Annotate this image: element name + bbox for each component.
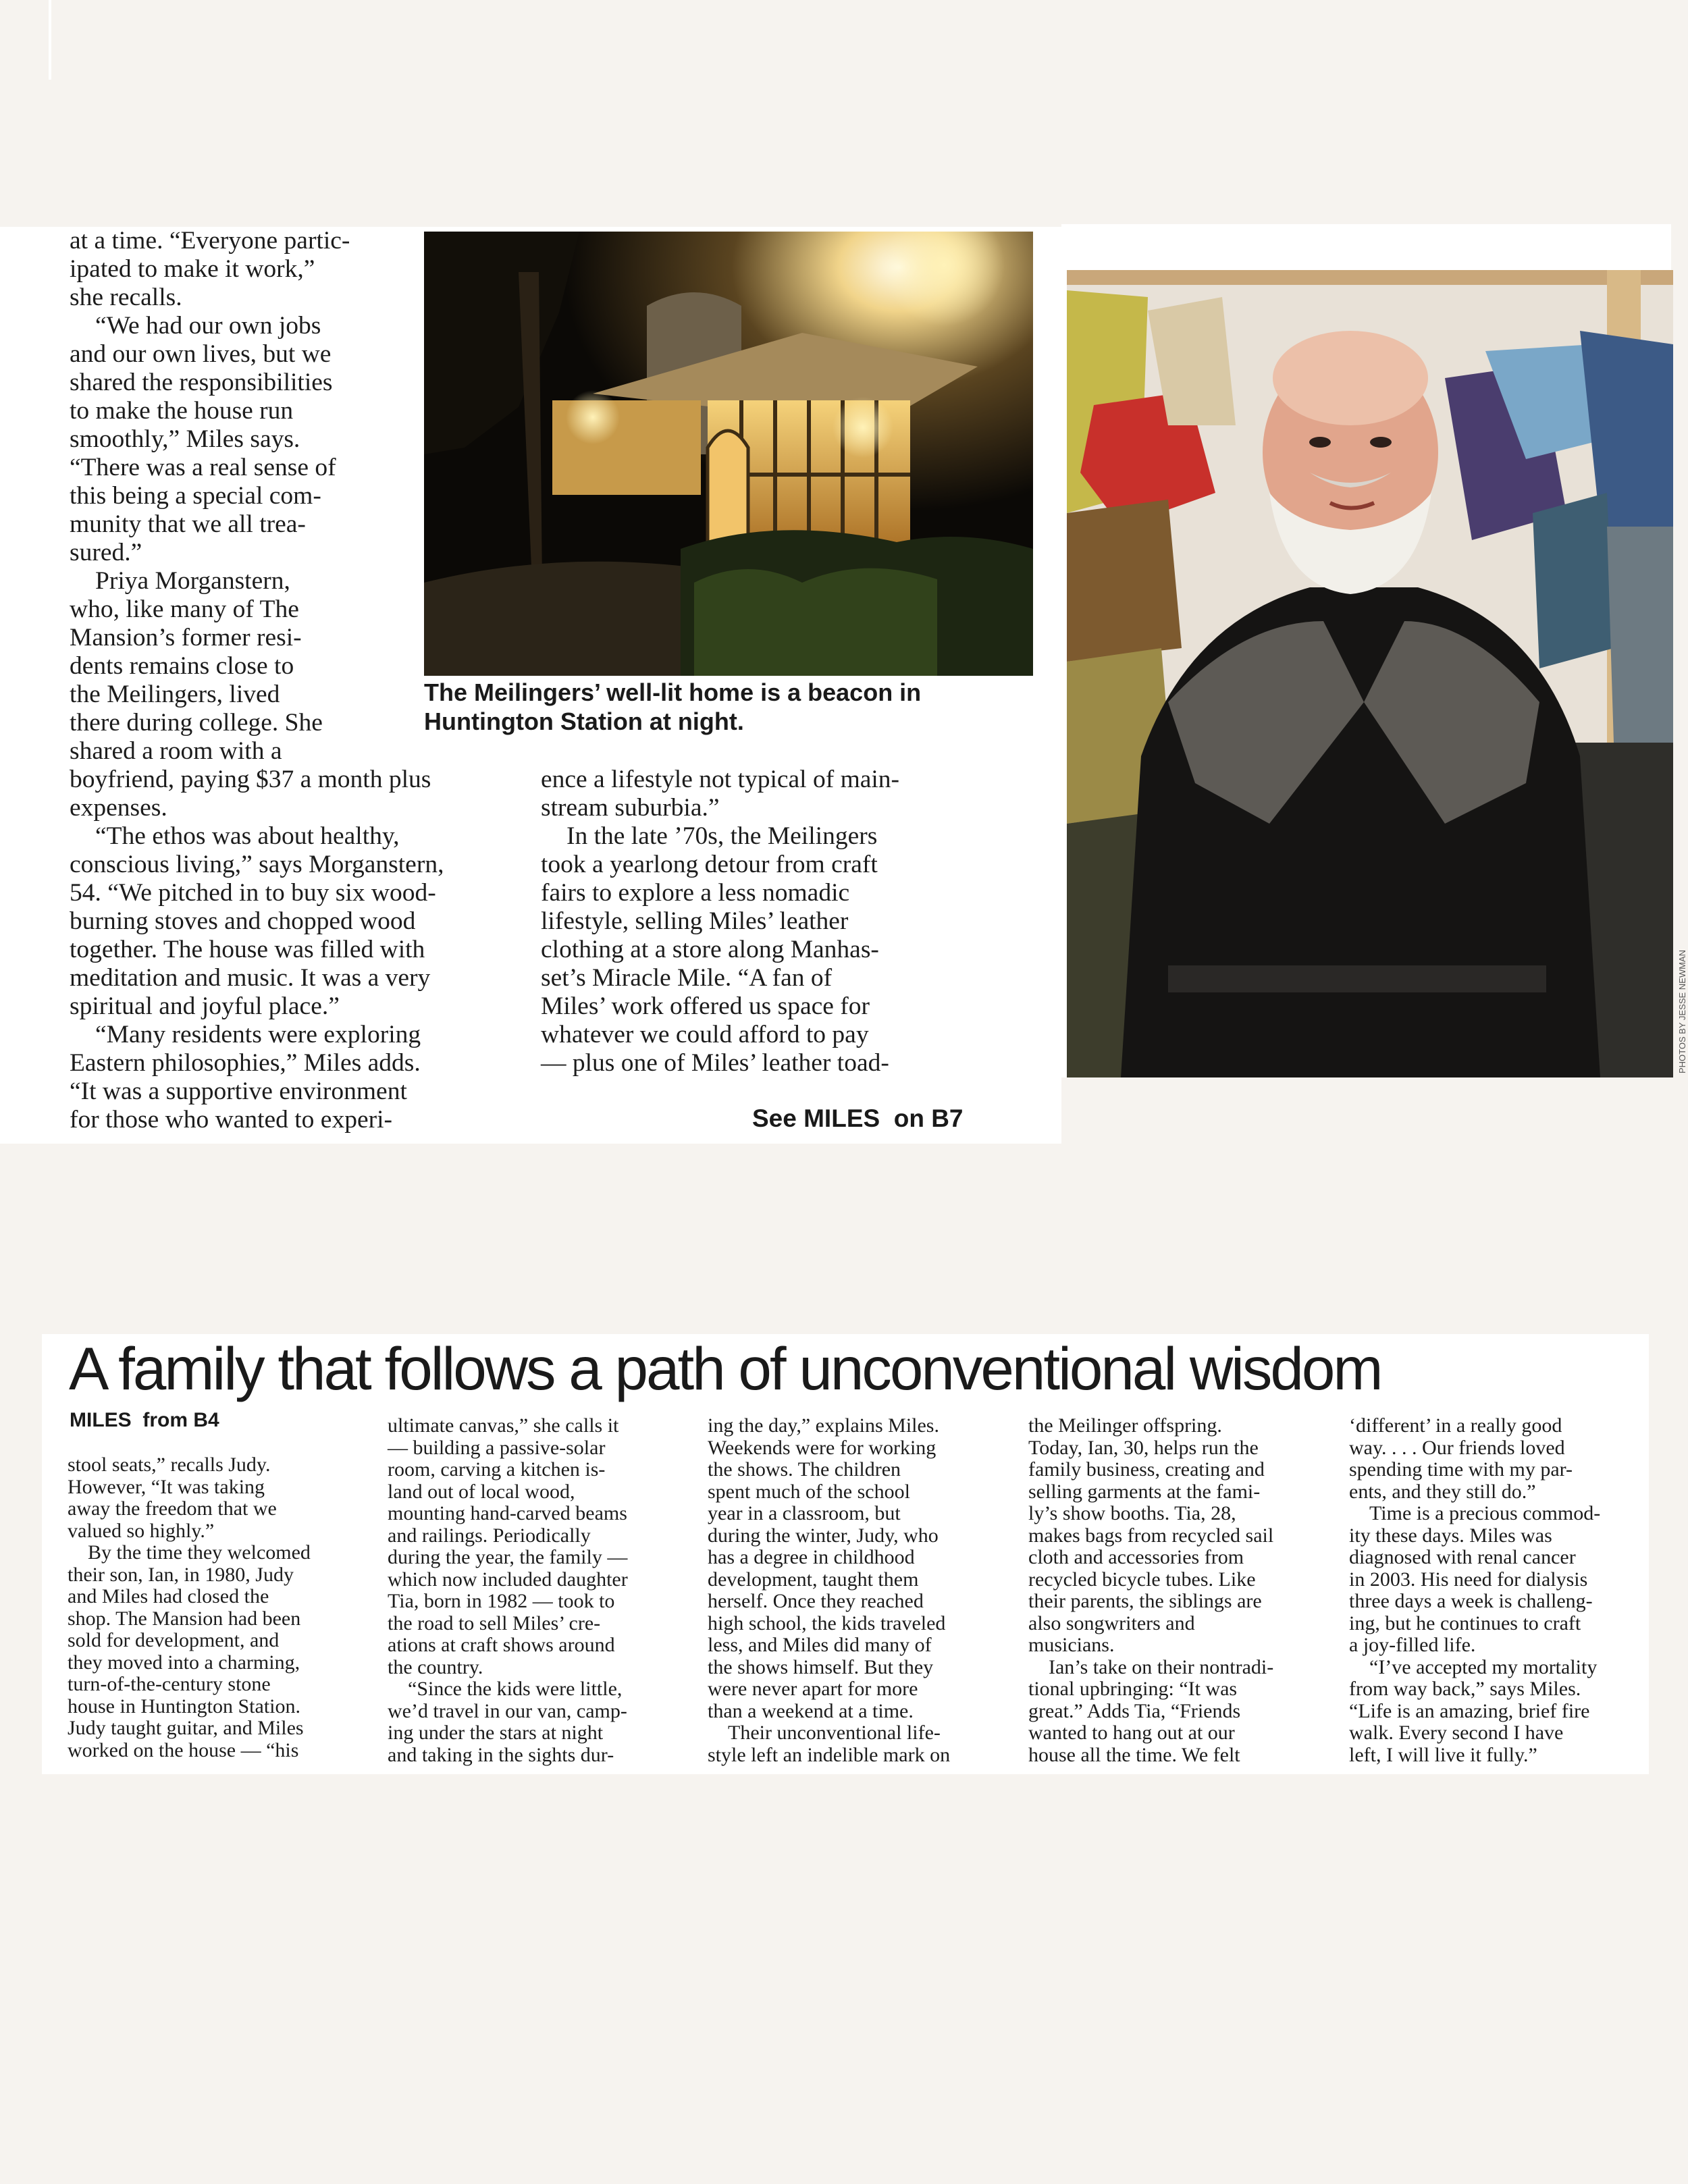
paragraph: Their unconventional life- style left an indelible mark on (708, 1722, 951, 1766)
paragraph: Priya Morganstern, who, like many of The Mansion’s former resi- dents remains close to the Meilingers, lived there during college. She shared a room with a boyfriend, paying $37 a month plus expenses. (70, 567, 431, 822)
house-night-photo (424, 232, 1033, 676)
jump-from-line: MILES from B4 (70, 1409, 219, 1431)
paragraph: “We had our own jobs and our own lives, but we shared the responsibilities to make the house run smoothly,” Miles says. “There was a real sense of this being a special com- munity that we all trea- sured.” (70, 312, 336, 566)
paragraph: “Since the kids were little, we’d travel in our van, camp- ing under the stars at night and taking in the sights dur- (388, 1678, 627, 1766)
photo-caption: The Meilingers’ well-lit home is a beacon in Huntington Station at night. (424, 678, 922, 735)
paragraph: Ian’s take on their nontradi- tional upbringing: “It was great.” Adds Tia, “Friends wanted to hang out at our house all the time. We felt (1028, 1655, 1274, 1766)
bottom-column-1 (68, 1454, 365, 1761)
paragraph: In the late ’70s, the Meilingers took a yearlong detour from craft fairs to explore a less nomadic lifestyle, selling Miles’ leather clothing at a store along Manhas- set’s Miracle Mile. “A fan of Miles’ work offered us space for whatever we could afford to pay — plus one of Miles’ leather toad- (541, 822, 889, 1077)
paragraph: “I’ve accepted my mortality from way back,” says Miles. “Life is an amazing, brief fire walk. Every second I have left, I will live it fully.” (1349, 1655, 1598, 1766)
bottom-column-5 (1349, 1415, 1646, 1766)
miles-portrait-illustration (1067, 270, 1673, 1077)
photo-credit: PHOTOS BY JESSE NEWMAN (1677, 949, 1687, 1073)
scan-edge-mark (49, 0, 51, 80)
paragraph: at a time. “Everyone partic- ipated to make it work,” she recalls. (70, 227, 350, 311)
headline: A family that follows a path of unconventional wisdom (69, 1335, 1381, 1402)
paragraph: ing the day,” explains Miles. Weekends were for working the shows. The children spent much of the school year in a classroom, but during the winter, Judy, who has a degree in childhood development, taught them herself. Once they reached high school, the kids traveled less, and Miles did many of the shows himself. But they were never apart for more than a weekend at a time. (708, 1414, 946, 1722)
paragraph: the Meilinger offspring. Today, Ian, 30, helps run the family business, creating and selling garments at the fami- ly’s show booths. Tia, 28, makes bags from recycled sail cloth and accessories from recycled bicycle tubes. Like their parents, the siblings are also songwriters and musicians. (1028, 1414, 1274, 1656)
paragraph: By the time they welcomed their son, Ian, in 1980, Judy and Miles had closed the shop. The Mansion had been sold for development, and they moved into a charming, turn-of-the-century stone house in Huntington Station. Judy taught guitar, and Miles worked on the house — “his (68, 1541, 311, 1761)
bottom-column-3 (708, 1415, 1005, 1766)
bottom-column-4 (1028, 1415, 1325, 1766)
paragraph: ultimate canvas,” she calls it — building a passive-solar room, carving a kitchen is- land out of local wood, mounting hand-carved beams and railings. Periodically during the year, the family — which now included daughter Tia, born in 1982 — took to the road to sell Miles’ cre- ations at craft shows around the country. (388, 1414, 628, 1678)
paragraph: Time is a precious commod- ity these days. Miles was diagnosed with renal cancer in 2003. His need for dialysis three days a week is challeng- ing, but he continues to craft a joy-filled life. (1349, 1502, 1601, 1656)
miles-portrait-photo (1067, 270, 1673, 1077)
jump-line-see-miles: See MILES on B7 (752, 1104, 964, 1132)
bottom-column-2 (388, 1415, 685, 1766)
paragraph: ence a lifestyle not typical of main- stream suburbia.” (541, 766, 900, 822)
paragraph: “The ethos was about healthy, conscious living,” says Morganstern, 54. “We pitched in to buy six wood- burning stoves and chopped wood together. The house was filled with meditation and music. It was a very spiritual and joyful place.” (70, 822, 444, 1020)
paragraph: “Many residents were exploring Eastern philosophies,” Miles adds. “It was a supportive environment for those who wanted to experi- (70, 1021, 421, 1134)
paragraph: stool seats,” recalls Judy. However, “It was taking away the freedom that we valued so highly.” (68, 1454, 277, 1542)
paragraph: ‘different’ in a really good way. . . . Our friends loved spending time with my par- ents, and they still do.” (1349, 1414, 1573, 1503)
house-night-photo-illustration (424, 232, 1033, 676)
top-article-column-2 (541, 766, 1007, 1077)
